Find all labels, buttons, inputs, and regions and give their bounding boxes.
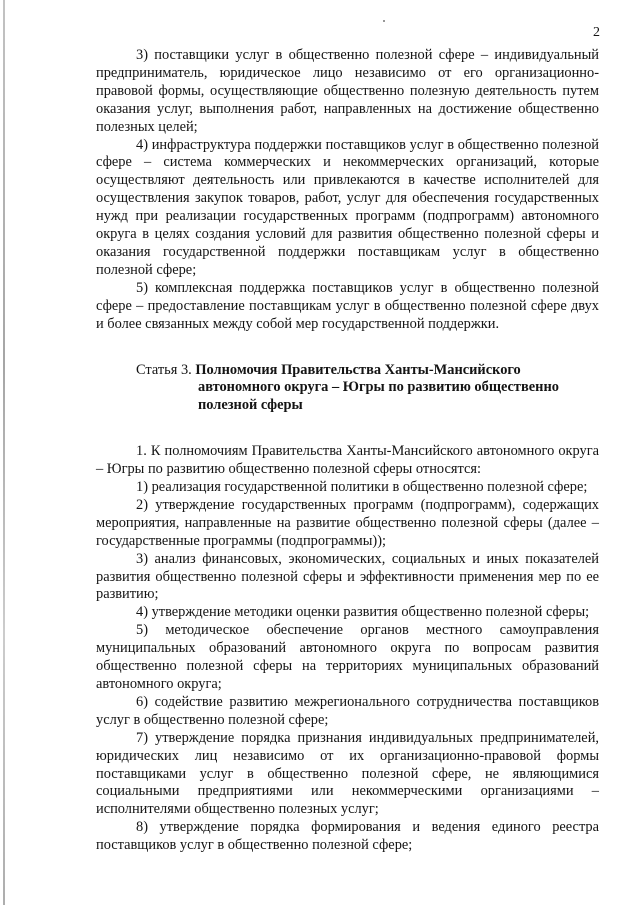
power-item-3: 3) анализ финансовых, экономических, социальных и иных показателей развития общественно полезной сферы и эффективности применения мер по ее развитию; bbox=[96, 550, 599, 603]
page-number: 2 bbox=[593, 25, 600, 40]
document-body bbox=[96, 47, 599, 855]
definition-item-3: 3) поставщики услуг в общественно полезной сфере – индивидуальный предприниматель, юридическое лицо независимо от его организационно-правовой формы, осуществляющие общественно полезную деятельность путем оказания услуг, выполнения работ, направленных на достижение общественно полезных целей; bbox=[96, 47, 599, 135]
power-item-7: 7) утверждение порядка признания индивидуальных предпринимателей, юридических лиц независимо от их организационно-правовой формы поставщиками услуг в общественно полезной сфере, не являющимися социальными предприятиями или некоммерческими организациями – исполнителями общественно полезных услуг; bbox=[96, 729, 599, 818]
article-label: Статья 3. bbox=[136, 361, 196, 378]
powers-intro: 1. К полномочиям Правительства Ханты-Мансийского автономного округа – Югры по развитию общественно полезной сферы относятся: bbox=[96, 443, 599, 478]
definition-item-4: 4) инфраструктура поддержки поставщиков услуг в общественно полезной сфере – система коммерческих и некоммерческих организаций, которые осуществляют деятельность или привлекаются в качестве исполнителей для осуществления закупок товаров, работ, услуг для обеспечения государственных нужд при реализации государственных программ (подпрограмм) автономного округа в целях создания условий для развития общественно полезной сферы и оказания государственной поддержки поставщикам услуг в общественно полезной сфере; bbox=[96, 136, 599, 278]
power-item-4: 4) утверждение методики оценки развития общественно полезной сферы; bbox=[136, 604, 590, 621]
definition-item-5: 5) комплексная поддержка поставщиков услуг в общественно полезной сфере – предоставление поставщикам услуг в общественно полезной сфере двух и более связанных между собой мер государственной поддержки. bbox=[96, 279, 599, 332]
power-item-2: 2) утверждение государственных программ (подпрограмм), содержащих мероприятия, направленные на развитие общественно полезной сферы (далее – государственные программы (подпрограммы)); bbox=[96, 496, 599, 549]
article-title-line-1: Полномочия Правительства Ханты-Мансийского bbox=[195, 361, 521, 378]
scan-edge bbox=[3, 0, 5, 905]
article-heading bbox=[96, 362, 599, 416]
article-title-line-2: автономного округа – Югры по развитию общественно bbox=[198, 379, 559, 396]
article-title-line-3: полезной сферы bbox=[198, 397, 303, 414]
scan-speck bbox=[383, 20, 385, 22]
power-item-6: 6) содействие развитию межрегионального сотрудничества поставщиков услуг в общественно полезной сфере; bbox=[96, 693, 599, 728]
power-item-8: 8) утверждение порядка формирования и ведения единого реестра поставщиков услуг в общественно полезной сфере; bbox=[96, 819, 599, 854]
power-item-5: 5) методическое обеспечение органов местного самоуправления муниципальных образований автономного округа по вопросам развития общественно полезной сферы на территориях муниципальных образований автономного округа; bbox=[96, 622, 599, 692]
power-item-1: 1) реализация государственной политики в общественно полезной сфере; bbox=[136, 479, 588, 496]
